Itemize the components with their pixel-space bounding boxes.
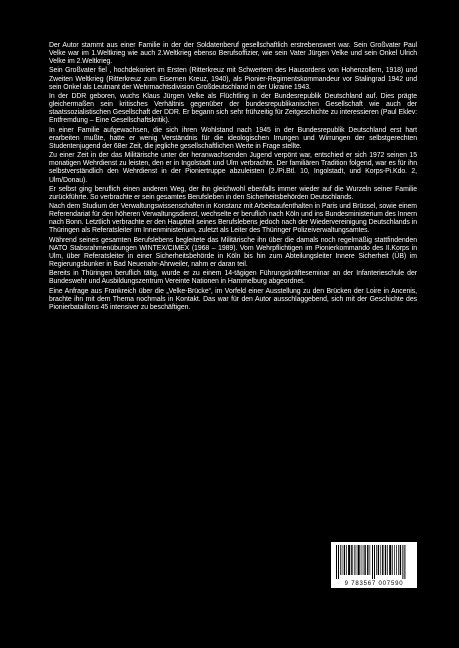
barcode-bar — [346, 545, 347, 575]
barcode-bar — [404, 545, 405, 579]
barcode-bars — [331, 542, 417, 580]
paragraph-family: Der Autor stammt aus einer Familie in der der Soldatenberuf gesellschaftlich erstrebenswert war. Sein Großvater Paul Velke war im 1.Weltkrieg wie auch 2.Weltkrieg ebenso Berufsoffizier, wie sein Vater Jürgen Velke und sein Onkel Ulrich Velke im 2.Weltkrieg. — [49, 42, 417, 66]
barcode-bar — [354, 545, 355, 575]
barcode-bar — [348, 545, 350, 575]
barcode-bar — [358, 545, 360, 575]
paragraph-military-service: Zu einer Zeit in der das Militärische unter der heranwachsenden Jugend verpönt war, entschied er sich 1972 seinen 15 monatigen Wehrdienst zu leisten, den er in Ingolstadt und Ulm verbrachte. Der familiären Tradition folgend, war es für ihn selbstverständlich den Wehrdienst in der Pioniertruppe abzuleisten (2./Pi.Btl. 10, Ingolstadt, und Korps-Pi.Kdo. 2, Ulm/Donau). — [49, 152, 417, 184]
barcode-bar — [367, 545, 368, 575]
barcode-bar — [389, 545, 391, 575]
barcode-bar — [340, 545, 341, 575]
barcode-bar — [402, 545, 403, 579]
barcode-digits: 9 783567 007590 — [344, 581, 404, 587]
barcode-bar — [400, 545, 401, 575]
barcode-bar — [392, 545, 393, 575]
author-biography — [49, 42, 417, 313]
paragraph-nato-exercises: Während seines gesamten Berufslebens begleitete das Militärische ihn über die damals noch regelmäßig stattfindenden NATO Stabsrahmenübungen WINTEX/CIMEX (1968 – 1989). Vom Wehrpflichtigen im Pionierkommando des II.Korps in Ulm, über Referatsleiter in einer Sicherheitsbehörde in Köln bis hin zum Abteilungsleiter Innere Sicherheit (ÜB) im Regierungsbunker in Bad Neuenahr-Ahrweiler, nahm er daran teil. — [49, 236, 417, 269]
barcode-bar — [372, 545, 373, 579]
barcode-bar — [374, 545, 375, 579]
paragraph-hammelburg: Bereits in Thüringen beruflich tätig, wurde er zu einem 14-tägigen Führungskräfteseminar an der Infanterieschule der Bundeswehr und Ausbildungszentrum Vereinte Nationen in Hammelburg abgeordnet. — [49, 270, 417, 286]
paragraph-family-upbringing: In einer Familie aufgewachsen, die sich ihren Wohlstand nach 1945 in der Bundesrepublik Deutschland erst hart erarbeiten mußte, hatte er wenig Verständnis für die ideologischen Irrungen und Wirrungen der selbstgerechten Studentenjugend der 68er Zeit, die jegliche gesellschaftlichen Werte in Frage stellte. — [49, 126, 417, 150]
barcode-bar — [351, 545, 352, 575]
paragraph-ddr: In der DDR geboren, wuchs Klaus Jürgen Velke als Flüchtling in der Bundesrepublik Deutschland auf. Dies prägte gleichermaßen sein kritisches Verhältnis gegenüber der bundesrepublikanischen Gesellschaft wie auch der staatssozialistischen Gesellschaft der DDR. Er begann sich sehr frühzeitig für Zeitgeschichte zu interessieren (Paul Eklev: Entfremdung – Eine Gesellschaftskritik). — [49, 92, 417, 125]
barcode-bar — [378, 545, 379, 575]
barcode-bar — [336, 545, 337, 579]
paragraph-studies: Nach dem Studium der Verwaltungswissenschaften in Konstanz mit Arbeitsaufenthalten in Paris und Brüssel, sowie einem Referendariat für den höheren Verwaltungsdienst, wechselte er beruflich nach Köln und ins Bundesministerium des Innern nach Bonn. Letztlich verbrachte er den Hauptteil seines Berufslebens jedoch nach der Wiedervereinigung Deutschlands in Thüringen als Referatsleiter im Innenministerium, zuletzt als Leiter des Thüringer Polizeiverwaltungsamtes. — [49, 202, 417, 235]
barcode-bar — [338, 545, 339, 579]
barcode-bar — [370, 545, 371, 575]
barcode-bar — [376, 545, 377, 575]
barcode-bar — [394, 545, 395, 575]
barcode-bar — [387, 545, 388, 575]
barcode-bar — [342, 545, 343, 575]
barcode-bar — [364, 545, 365, 575]
barcode-bar — [385, 545, 386, 575]
barcode-bar — [396, 545, 397, 575]
isbn-barcode — [331, 542, 417, 588]
barcode-bar — [363, 545, 364, 575]
paragraph-velke-bridge: Eine Anfrage aus Frankreich über die „Velke-Brücke“, im Vorfeld einer Ausstellung zu den Brücken der Loire in Ancenis, brachte ihn mit dem Thema nochmals in Kontakt. Das war für den Autor ausschlaggebend, sich mit der Geschichte des Pionierbataillons 45 intensiver zu beschäftigen. — [49, 287, 417, 311]
barcode-bar — [380, 545, 381, 575]
barcode-bar — [382, 545, 383, 575]
barcode-bar — [344, 545, 345, 575]
paragraph-grandfather: Sein Großvater fiel , hochdekoriert im Ersten (Ritterkreuz mit Schwertern des Hausordens von Hohenzollern, 1918) und Zweiten Weltkrieg (Ritterkreuz zum Eisernen Kreuz, 1940), als Pionier-Regimentskommandeur vor Stalingrad 1942 und sein Onkel als Leutnant der Wehrmachtsdivision Großdeutschland in der Ukraine 1943. — [49, 67, 417, 91]
barcode-bar — [356, 545, 357, 575]
barcode-bar — [361, 545, 362, 575]
paragraph-career-path: Er selbst ging beruflich einen anderen Weg, der ihn gleichwohl ebenfalls immer wieder auf die Wurzeln seiner Familie zurückführte. So verbrachte er sein gesamtes Berufsleben in den Sicherheitsbehörden Deutschlands. — [49, 185, 417, 201]
barcode-bar — [398, 545, 399, 575]
